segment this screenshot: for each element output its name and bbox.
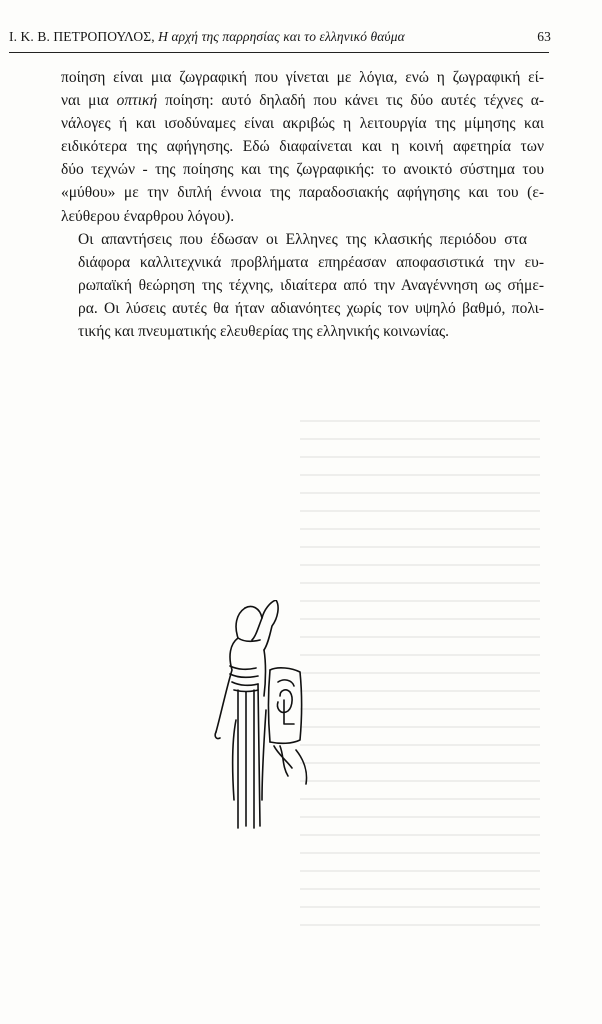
text-fragment: ποίηση: αυτό δηλαδή που κάνει τις δύο αυτές τέχνες α- [165, 92, 545, 110]
text-line: Οι απαντήσεις που έδωσαν οι Ελληνες της κλασικής περιόδου στα [78, 230, 527, 248]
body-text [61, 66, 544, 343]
header-author-and-title [9, 29, 405, 45]
line-drawing-figure-icon [208, 600, 338, 830]
running-header [9, 29, 551, 51]
header-rule [9, 52, 549, 53]
text-line: ρωπαϊκή θεώρηση της τέχνης, ιδιαίτερα από την Αναγέννηση ως σήμε- [78, 276, 544, 294]
text-line: διάφορα καλλιτεχνικά προβλήματα επηρέασαν αποφασιστικά την ευ- [78, 253, 544, 271]
text-line: δύο τεχνών - της ποίησης και της ζωγραφικής: το ανοικτό σύστημα του [61, 161, 544, 179]
text-fragment: ναι μια [61, 92, 109, 110]
paragraph-1 [61, 66, 544, 228]
page-number: 63 [537, 29, 551, 44]
text-line: λεύθερου έναρθρου λόγου). [61, 207, 235, 225]
text-line: τικής και πνευματικής ελευθερίας της ελληνικής κοινωνίας. [78, 323, 450, 341]
header-book-title: Η αρχή της παρρησίας και το ελληνικό θαύμα [158, 29, 405, 44]
emphasized-word: οπτική [116, 92, 158, 110]
header-author: Ι. Κ. Β. ΠΕΤΡΟΠΟΥΛΟΣ, [9, 29, 155, 44]
text-line: ρα. Οι λύσεις αυτές θα ήταν αδιανόητες χωρίς τον υψηλό βαθμό, πολι- [78, 299, 544, 317]
text-line: νάλογες ή και ισοδύναμες είναι ακριβώς η λειτουργία της μίμησης και [61, 115, 544, 133]
text-line: «μύθου» με την διπλή έννοια της παραδοσιακής αφήγησης και του (ε- [61, 184, 544, 202]
text-line [61, 89, 544, 112]
text-line: ποίηση είναι μια ζωγραφική που γίνεται με λόγια, ενώ η ζωγραφική εί- [61, 69, 544, 86]
text-line: ειδικότερα της αφήγησης. Εδώ διαφαίνεται και η κοινή αφετηρία των [61, 138, 544, 156]
paragraph-2 [61, 228, 544, 343]
